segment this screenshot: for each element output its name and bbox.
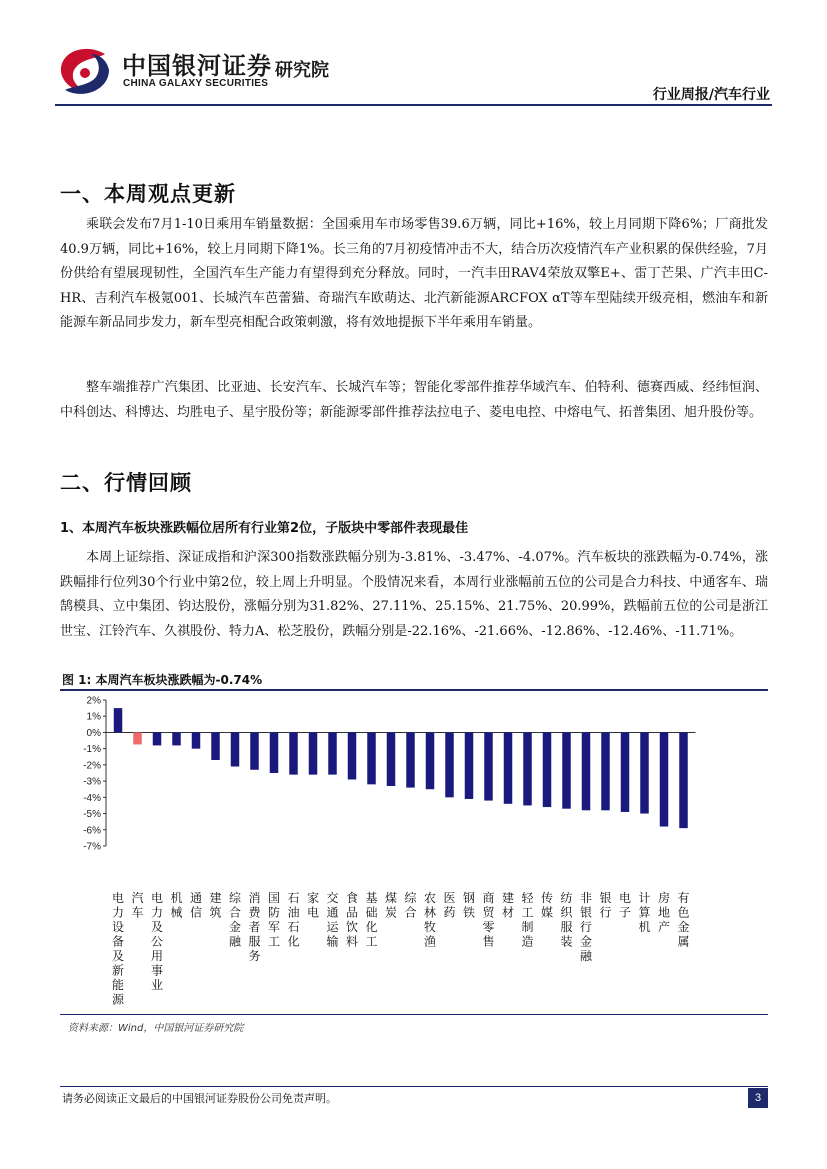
x-category-label: 农林牧渔 bbox=[423, 891, 437, 949]
figure-bottom-rule bbox=[60, 1014, 768, 1015]
footer-disclaimer: 请务必阅读正文最后的中国银河证券股份公司免责声明。 bbox=[62, 1092, 337, 1105]
bar bbox=[211, 732, 220, 760]
brand-name-cn: 中国银河证券 bbox=[122, 52, 272, 80]
y-tick-label: -3% bbox=[83, 776, 101, 788]
y-tick-label: 2% bbox=[86, 695, 101, 707]
bar bbox=[601, 732, 610, 810]
x-category-label: 非银行金融 bbox=[579, 891, 593, 963]
x-category-label: 汽车 bbox=[131, 891, 144, 920]
y-tick-label: -7% bbox=[83, 841, 101, 853]
section1-paragraph-2: 整车端推荐广汽集团、比亚迪、长安汽车、长城汽车等；智能化零部件推荐华域汽车、伯特利、德赛西威、经纬恒润、中科创达、科博达、均胜电子、星宇股份等；新能源零部件推荐法拉电子、菱电电控、中熔电气、拓普集团、旭升股份等。 bbox=[60, 380, 768, 420]
section2-title: 二、行情回顾 bbox=[60, 471, 192, 495]
x-category-label: 基础化工 bbox=[365, 891, 378, 949]
footer-divider bbox=[60, 1086, 768, 1087]
bar bbox=[192, 732, 201, 748]
bar bbox=[270, 732, 279, 773]
x-category-label: 国防军工 bbox=[267, 891, 281, 949]
figure-top-rule bbox=[60, 689, 768, 691]
bar bbox=[621, 732, 630, 811]
x-category-label: 交通运输 bbox=[326, 891, 339, 949]
y-tick-label: -4% bbox=[83, 792, 101, 804]
bar bbox=[445, 732, 454, 797]
bar bbox=[523, 732, 532, 805]
brand-institute: 研究院 bbox=[275, 60, 329, 81]
figure-title: 图 1: 本周汽车板块涨跌幅为-0.74% bbox=[62, 673, 263, 687]
x-category-label: 食品饮料 bbox=[345, 891, 359, 949]
section2-subtitle: 1、本周汽车板块涨跌幅位居所有行业第2位，子版块中零部件表现最佳 bbox=[60, 521, 469, 536]
bar bbox=[289, 732, 298, 774]
figure-source: 资料来源：Wind，中国银河证券研究院 bbox=[68, 1023, 244, 1034]
y-tick-label: 1% bbox=[86, 711, 101, 723]
bar bbox=[133, 732, 142, 744]
y-tick-label: -6% bbox=[83, 825, 101, 837]
galaxy-logo-icon bbox=[55, 44, 115, 98]
x-category-label: 电力设备及新能源 bbox=[111, 891, 125, 1007]
y-tick-label: -5% bbox=[83, 809, 101, 821]
bar bbox=[406, 732, 415, 787]
bar bbox=[504, 732, 513, 803]
page-header bbox=[0, 0, 827, 110]
x-category-label: 有色金属 bbox=[677, 891, 690, 949]
x-category-label: 家电 bbox=[306, 891, 320, 920]
brand-name-en: CHINA GALAXY SECURITIES bbox=[123, 78, 269, 89]
x-category-label: 电子 bbox=[618, 891, 632, 920]
bar bbox=[367, 732, 376, 784]
bar bbox=[153, 732, 162, 745]
x-category-label: 煤炭 bbox=[384, 891, 398, 920]
bar bbox=[172, 732, 181, 745]
bar bbox=[348, 732, 357, 779]
page-number: 3 bbox=[748, 1088, 768, 1108]
x-category-label: 机械 bbox=[170, 891, 183, 920]
x-category-label: 医药 bbox=[443, 891, 456, 920]
section1-paragraph-1: 乘联会发布7月1-10日乘用车销量数据：全国乘用车市场零售39.6万辆，同比+16%，较上月同期下降6%；厂商批发40.9万辆，同比+16%，较上月同期下降1%。长三角的7月初疫情冲击不大，结合历次疫情汽车产业积累的保供经验，7月份供给有望展现韧性，全国汽车生产能力有望得到充分释放。同时，一汽丰田RAV4荣放双擎E+、雷丁芒果、广汽丰田C-HR、吉利汽车极氪001、长城汽车芭蕾猫、奇瑞汽车欧萌达、北汽新能源ARCFOX αT等车型陆续开级亮相，燃油车和新能源车新品同步发力，新车型亮相配合政策刺激，将有效地提振下半年乘用车销量。 bbox=[60, 217, 768, 330]
y-tick-label: 0% bbox=[86, 727, 101, 739]
x-category-label: 消费者服务 bbox=[248, 891, 261, 963]
x-category-label: 电力及公用事业 bbox=[150, 891, 164, 992]
bar bbox=[309, 732, 318, 774]
bar bbox=[387, 732, 396, 786]
bar bbox=[114, 708, 123, 732]
x-category-label: 房地产 bbox=[657, 891, 671, 934]
x-category-label: 商贸零售 bbox=[482, 891, 495, 949]
x-category-label: 传媒 bbox=[540, 891, 554, 920]
x-category-label: 石油石化 bbox=[287, 891, 300, 949]
x-category-label: 银行 bbox=[599, 891, 612, 920]
x-category-label: 综合 bbox=[404, 891, 417, 920]
bar bbox=[640, 732, 649, 813]
section2-paragraph: 本周上证综指、深证成指和沪深300指数涨跌幅分别为-3.81%、-3.47%、-4.07%。汽车板块的涨跌幅为-0.74%，涨跌幅排行位列30个行业中第2位，较上周上升明显。个股情况来看，本周行业涨幅前五位的公司是合力科技、中通客车、瑞鹄模具、立中集团、钧达股份，涨幅分别为31.82%、27.11%、25.15%、21.75%、20.99%，跌幅前五位的公司是浙江世宝、江铃汽车、久祺股份、特力A、松芝股份，跌幅分别是-22.16%、-21.66%、-12.86%、-12.46%、-11.71%。 bbox=[60, 550, 768, 639]
x-category-label: 综合金融 bbox=[228, 891, 242, 949]
bar bbox=[660, 732, 669, 826]
bar-chart bbox=[60, 692, 768, 1012]
bar bbox=[250, 732, 259, 769]
x-category-label: 钢铁 bbox=[462, 891, 476, 920]
bar bbox=[562, 732, 571, 808]
x-category-label: 计算机 bbox=[638, 891, 651, 934]
x-category-label: 纺织服装 bbox=[560, 891, 573, 949]
bar bbox=[328, 732, 337, 774]
y-tick-label: -2% bbox=[83, 760, 101, 772]
x-category-label: 通信 bbox=[189, 891, 203, 920]
bar bbox=[679, 732, 688, 828]
bar bbox=[484, 732, 493, 800]
x-category-label: 轻工制造 bbox=[521, 891, 534, 949]
bar bbox=[582, 732, 591, 810]
x-category-label: 建筑 bbox=[209, 891, 222, 920]
x-category-label: 建材 bbox=[501, 891, 515, 920]
bar bbox=[231, 732, 240, 766]
report-type: 行业周报/汽车行业 bbox=[652, 87, 770, 103]
y-tick-label: -1% bbox=[83, 744, 101, 756]
bar bbox=[426, 732, 435, 789]
bar bbox=[543, 732, 552, 807]
header-divider bbox=[55, 104, 772, 106]
section1-title: 一、本周观点更新 bbox=[60, 182, 236, 206]
bar bbox=[465, 732, 474, 799]
